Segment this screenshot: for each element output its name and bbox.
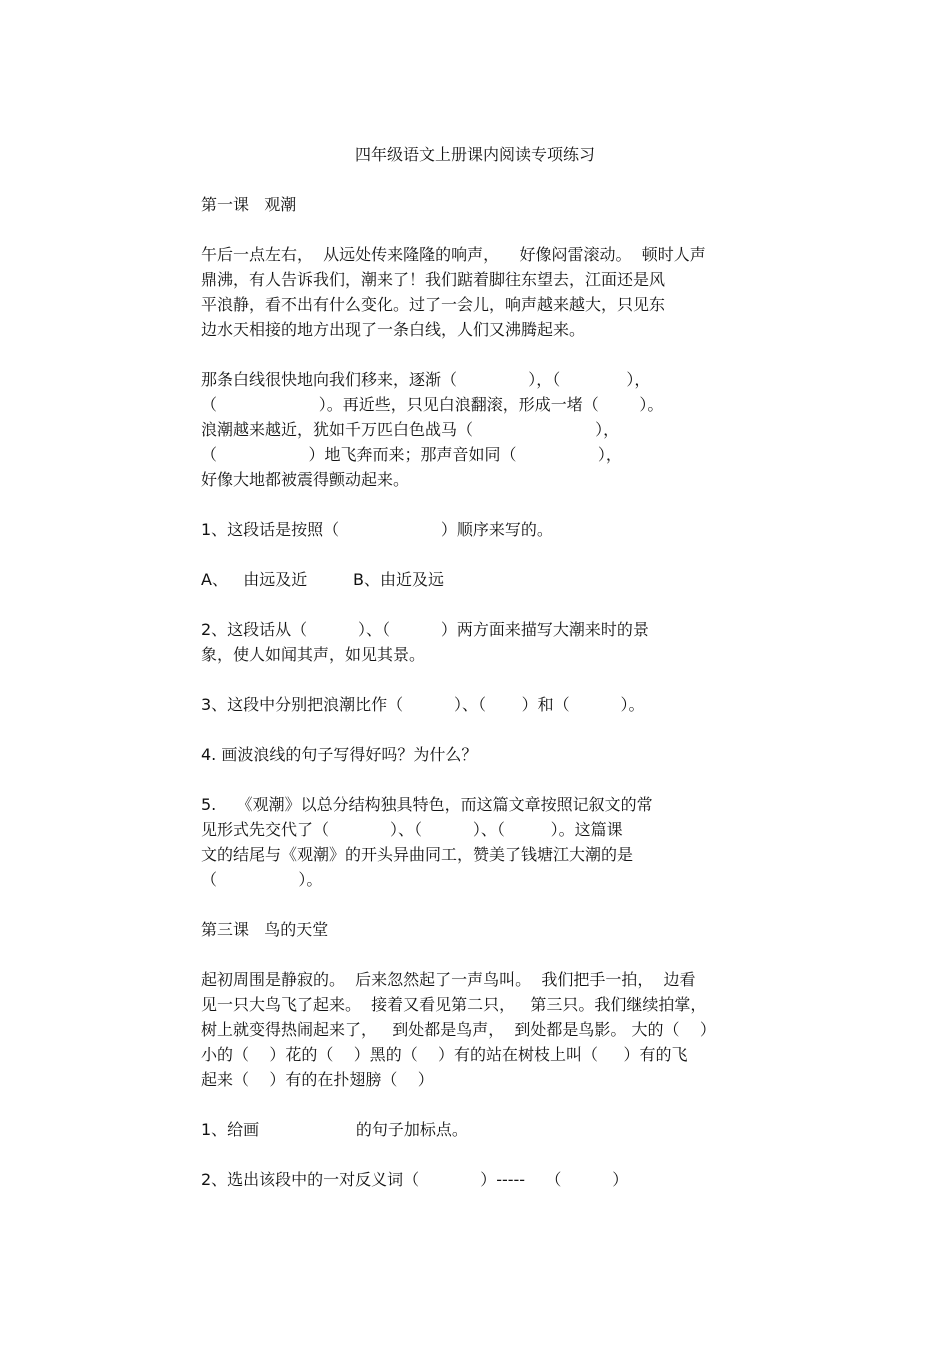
lesson1-question-3: 3、这段中分别把浪潮比作（ ）、（ ）和（ ）。	[201, 695, 645, 714]
lesson1-question-5: 见形式先交代了（ ）、（ ）、（ ）。这篇课	[201, 820, 623, 839]
lesson1-para1-line: 午后一点左右， 从远处传来隆隆的响声， 好像闷雷滚动。 顿时人声	[201, 245, 706, 264]
lesson1-para1-line: 鼎沸，有人告诉我们，潮来了！我们踮着脚往东望去，江面还是风	[201, 270, 666, 289]
lesson3-para-line: 见一只大鸟飞了起来。 接着又看见第二只， 第三只。我们继续拍掌，	[201, 995, 707, 1014]
lesson1-para1-line: 平浪静，看不出有什么变化。过了一会儿，响声越来越大，只见东	[201, 295, 666, 314]
lesson3-para-line: 小的（ ）花的（ ）黑的（ ）有的站在树枝上叫（ ）有的飞	[201, 1045, 688, 1064]
lesson1-para1-line: 边水天相接的地方出现了一条白线，人们又沸腾起来。	[201, 320, 586, 339]
lesson1-para2-line: 那条白线很快地向我们移来，逐渐（ ），（ ），	[201, 370, 651, 389]
lesson1-question-1-options: A、 由远及近 B、由近及远	[201, 570, 444, 589]
lesson1-question-2: 2、这段话从（ ）、（ ）两方面来描写大潮来时的景	[201, 620, 649, 639]
lesson3-question-2: 2、选出该段中的一对反义词（ ）----- （ ）	[201, 1170, 629, 1189]
lesson1-question-2: 象，使人如闻其声，如见其景。	[201, 645, 426, 664]
lesson1-para2-line: （ ）地飞奔而来；那声音如同（ ），	[201, 445, 622, 464]
lesson1-question-5: 5. 《观潮》以总分结构独具特色，而这篇文章按照记叙文的常	[201, 795, 653, 814]
lesson3-para-line: 树上就变得热闹起来了， 到处都是鸟声， 到处都是鸟影。 大的（ ）	[201, 1020, 716, 1039]
lesson3-question-1: 1、给画 的句子加标点。	[201, 1120, 468, 1139]
lesson1-question-5: （ ）。	[201, 870, 323, 889]
page-title: 四年级语文上册课内阅读专项练习	[354, 145, 595, 164]
lesson1-para2-line: 浪潮越来越近，犹如千万匹白色战马（ ），	[201, 420, 620, 439]
lesson1-question-4: 4. 画波浪线的句子写得好吗？为什么？	[201, 745, 478, 764]
lesson1-question-1: 1、这段话是按照（ ）顺序来写的。	[201, 520, 553, 539]
lesson3-para-line: 起初周围是静寂的。 后来忽然起了一声鸟叫。 我们把手一拍， 边看	[201, 970, 696, 989]
lesson1-para2-line: 好像大地都被震得颤动起来。	[201, 470, 410, 489]
lesson3-para-line: 起来（ ）有的在扑翅膀（ ）	[201, 1070, 434, 1089]
lesson1-heading: 第一课 观潮	[201, 195, 297, 214]
lesson1-question-5: 文的结尾与《观潮》的开头异曲同工，赞美了钱塘江大潮的是	[201, 845, 634, 864]
lesson3-heading: 第三课 鸟的天堂	[201, 920, 329, 939]
lesson1-para2-line: （ ）。再近些，只见白浪翻滚，形成一堵（ ）。	[201, 395, 664, 414]
